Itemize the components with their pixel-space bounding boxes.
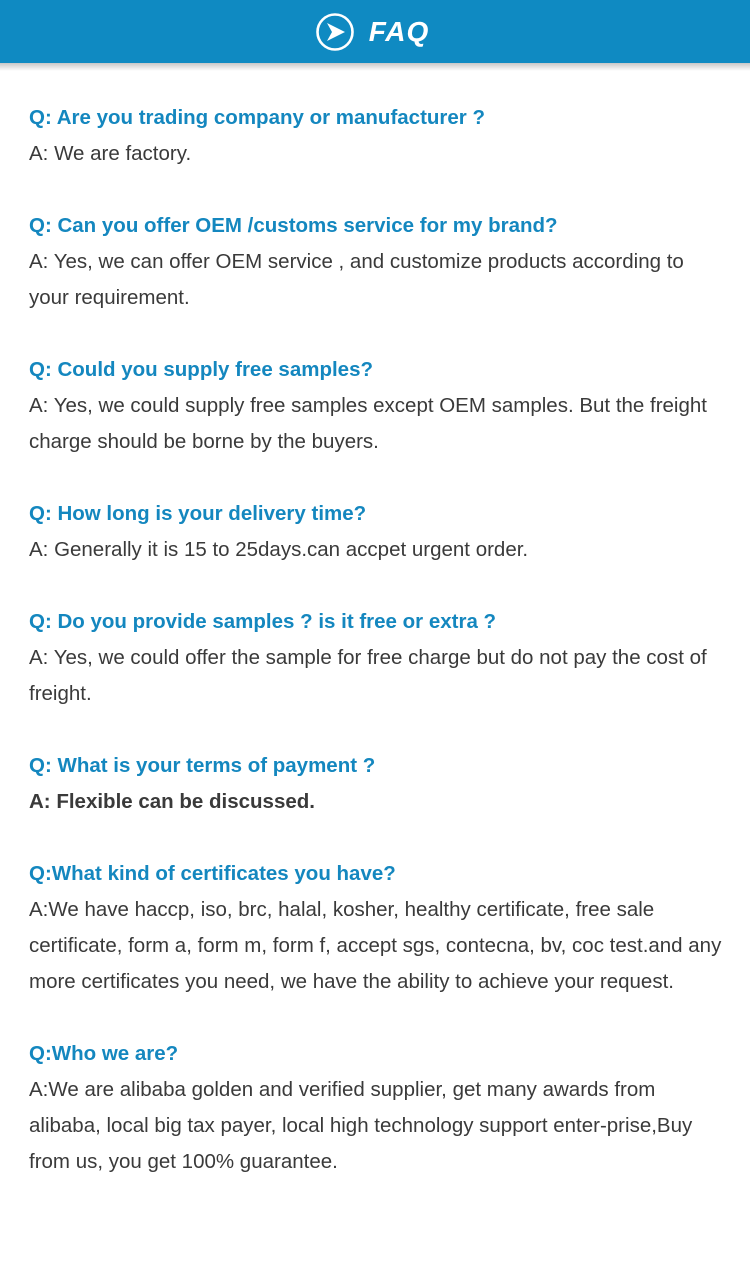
faq-answer: A: Yes, we can offer OEM service , and customize products according to your requirement.: [29, 250, 684, 309]
header-shadow: [0, 63, 750, 71]
faq-answer: A:We are alibaba golden and verified supplier, get many awards from alibaba, local big tax payer, local high technology support enter-prise,Buy from us, you get 100% guarantee.: [29, 1078, 693, 1173]
page-title: FAQ: [368, 15, 430, 47]
faq-question: Q: Can you offer OEM /customs service for my brand?: [29, 214, 558, 237]
faq-item: [29, 352, 729, 460]
faq-answer: A: Yes, we could supply free samples except OEM samples. But the freight charge should be borne by the buyers.: [29, 394, 707, 453]
faq-answer: A:We have haccp, iso, brc, halal, kosher, healthy certificate, free sale certificate, form a, form m, form f, accept sgs, contecna, bv, coc test.and any more certificates you need, we have the ability to achieve your request.: [29, 898, 722, 993]
faq-question: Q: How long is your delivery time?: [29, 502, 367, 525]
faq-question: Q: What is your terms of payment ?: [29, 754, 376, 777]
faq-question: Q: Could you supply free samples?: [29, 358, 374, 381]
faq-item: [29, 748, 729, 820]
faq-item: [29, 856, 729, 1000]
faq-answer: A: Flexible can be discussed.: [29, 790, 315, 813]
faq-answer: A: We are factory.: [29, 142, 192, 165]
faq-answer: A: Generally it is 15 to 25days.can accpet urgent order.: [29, 538, 529, 561]
header-content: [0, 0, 750, 63]
faq-question: Q: Are you trading company or manufacturer ?: [29, 106, 486, 129]
faq-answer: A: Yes, we could offer the sample for free charge but do not pay the cost of freight.: [29, 646, 707, 705]
faq-item: [29, 100, 729, 172]
faq-item: [29, 1036, 729, 1180]
faq-item: [29, 496, 729, 568]
faq-list: [29, 100, 729, 1216]
faq-question: Q:Who we are?: [29, 1042, 179, 1065]
faq-item: [29, 208, 729, 316]
faq-item: [29, 604, 729, 712]
faq-question: Q: Do you provide samples ? is it free or extra ?: [29, 610, 497, 633]
chevron-right-circle-icon: [315, 12, 355, 52]
faq-question: Q:What kind of certificates you have?: [29, 862, 396, 885]
